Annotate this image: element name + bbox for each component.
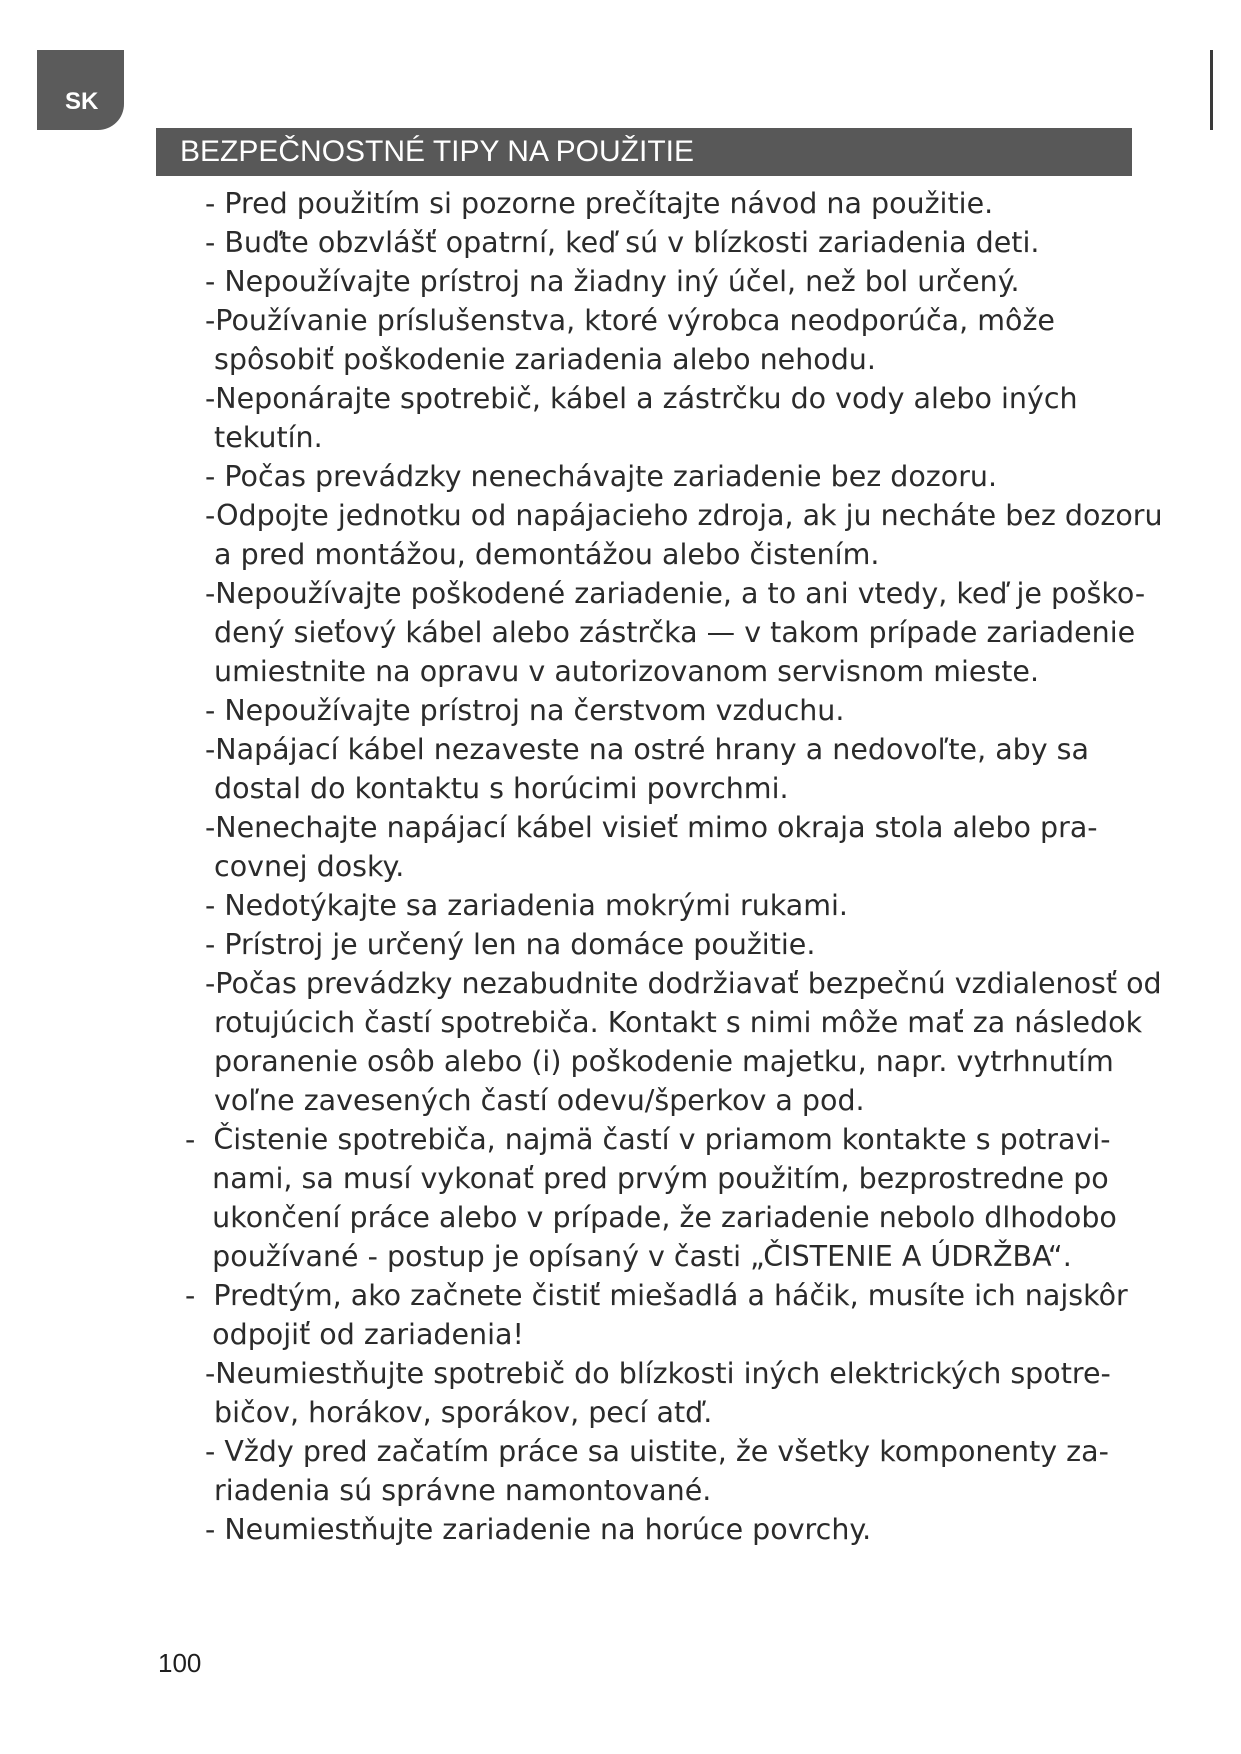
- safety-tip: [205, 262, 1165, 301]
- safety-tip: [205, 808, 1165, 886]
- safety-tip-line: - Počas prevádzky nenechávajte zariadenie bez dozoru.: [205, 460, 998, 493]
- safety-tip-line: ukončení práce alebo v prípade, že zariadenie nebolo dlhodobo: [185, 1201, 1117, 1234]
- safety-tip: [205, 223, 1165, 262]
- safety-tip: [185, 1120, 1165, 1276]
- safety-tip-line: riadenia sú správne namontované.: [205, 1474, 712, 1507]
- safety-tip-line: dostal do kontaktu s horúcimi povrchmi.: [205, 772, 789, 805]
- safety-tip-line: - Predtým, ako začnete čistiť miešadlá a háčik, musíte ich najskôr: [185, 1279, 1128, 1312]
- safety-tip-line: - Nepoužívajte prístroj na žiadny iný účel, než bol určený.: [205, 265, 1020, 298]
- safety-tip-line: spôsobiť poškodenie zariadenia alebo nehodu.: [205, 343, 876, 376]
- page-number: 100: [158, 1648, 202, 1678]
- safety-tip-line: umiestnite na opravu v autorizovanom servisnom mieste.: [205, 655, 1040, 688]
- safety-tip: [205, 925, 1165, 964]
- safety-tip: [205, 574, 1165, 691]
- safety-tip: [205, 184, 1165, 223]
- safety-tip: [205, 301, 1165, 379]
- safety-tip-line: - Buďte obzvlášť opatrní, keď sú v blízkosti zariadenia deti.: [205, 226, 1040, 259]
- safety-tip-line: - Neumiestňujte zariadenie na horúce povrchy.: [205, 1513, 872, 1546]
- safety-tip-line: covnej dosky.: [205, 850, 405, 883]
- safety-tip-line: -Nenechajte napájací kábel visieť mimo okraja stola alebo pra-: [205, 811, 1098, 844]
- safety-tip-line: odpojiť od zariadenia!: [185, 1318, 524, 1351]
- section-title: BEZPEČNOSTNÉ TIPY NA POUŽITIE: [156, 128, 1132, 176]
- safety-tip-line: bičov, horákov, sporákov, pecí atď.: [205, 1396, 713, 1429]
- safety-tip-line: dený sieťový kábel alebo zástrčka — v takom prípade zariadenie: [205, 616, 1136, 649]
- safety-tip-line: - Prístroj je určený len na domáce použitie.: [205, 928, 816, 961]
- safety-tip-line: - Vždy pred začatím práce sa uistite, že všetky komponenty za-: [205, 1435, 1109, 1468]
- safety-tip: [205, 964, 1165, 1120]
- page-edge-line: [1210, 50, 1213, 130]
- safety-tip-line: -Používanie príslušenstva, ktoré výrobca neodporúča, môže: [205, 304, 1055, 337]
- safety-tip-line: rotujúcich častí spotrebiča. Kontakt s nimi môže mať za následok: [205, 1006, 1143, 1039]
- safety-tip-line: -Počas prevádzky nezabudnite dodržiavať bezpečnú vzdialenosť od: [205, 967, 1162, 1000]
- language-tab: SK: [37, 50, 124, 130]
- safety-tip-line: - Nepoužívajte prístroj na čerstvom vzduchu.: [205, 694, 845, 727]
- safety-tip-line: -Odpojte jednotku od napájacieho zdroja, ak ju necháte bez dozoru: [205, 499, 1163, 532]
- safety-tip-line: - Pred použitím si pozorne prečítajte návod na použitie.: [205, 187, 994, 220]
- safety-tip: [205, 1432, 1165, 1510]
- safety-tip: [205, 379, 1165, 457]
- safety-tip-line: - Čistenie spotrebiča, najmä častí v priamom kontakte s potravi-: [185, 1123, 1111, 1156]
- safety-tip-line: -Neponárajte spotrebič, kábel a zástrčku do vody alebo iných: [205, 382, 1078, 415]
- safety-tip: [185, 1276, 1165, 1354]
- safety-tip-line: - Nedotýkajte sa zariadenia mokrými rukami.: [205, 889, 848, 922]
- safety-tip: [205, 730, 1165, 808]
- safety-tip-line: tekutín.: [205, 421, 323, 454]
- safety-tip: [205, 457, 1165, 496]
- safety-tip-line: -Neumiestňujte spotrebič do blízkosti iných elektrických spotre-: [205, 1357, 1111, 1390]
- safety-tip-line: -Napájací kábel nezaveste na ostré hrany a nedovoľte, aby sa: [205, 733, 1089, 766]
- safety-tips-list: [185, 184, 1165, 1549]
- safety-tip-line: poranenie osôb alebo (i) poškodenie majetku, napr. vytrhnutím: [205, 1045, 1114, 1078]
- safety-tip: [205, 1510, 1165, 1549]
- safety-tip: [205, 496, 1165, 574]
- safety-tip: [205, 691, 1165, 730]
- safety-tip-line: a pred montážou, demontážou alebo čistením.: [205, 538, 880, 571]
- safety-tip-line: nami, sa musí vykonať pred prvým použitím, bezprostredne po: [185, 1162, 1109, 1195]
- safety-tip-line: voľne zavesených častí odevu/šperkov a pod.: [205, 1084, 865, 1117]
- safety-tip: [205, 886, 1165, 925]
- safety-tip: [205, 1354, 1165, 1432]
- safety-tip-line: -Nepoužívajte poškodené zariadenie, a to ani vtedy, keď je poško-: [205, 577, 1146, 610]
- safety-tip-line: používané - postup je opísaný v časti „ČISTENIE A ÚDRŽBA“.: [185, 1240, 1072, 1273]
